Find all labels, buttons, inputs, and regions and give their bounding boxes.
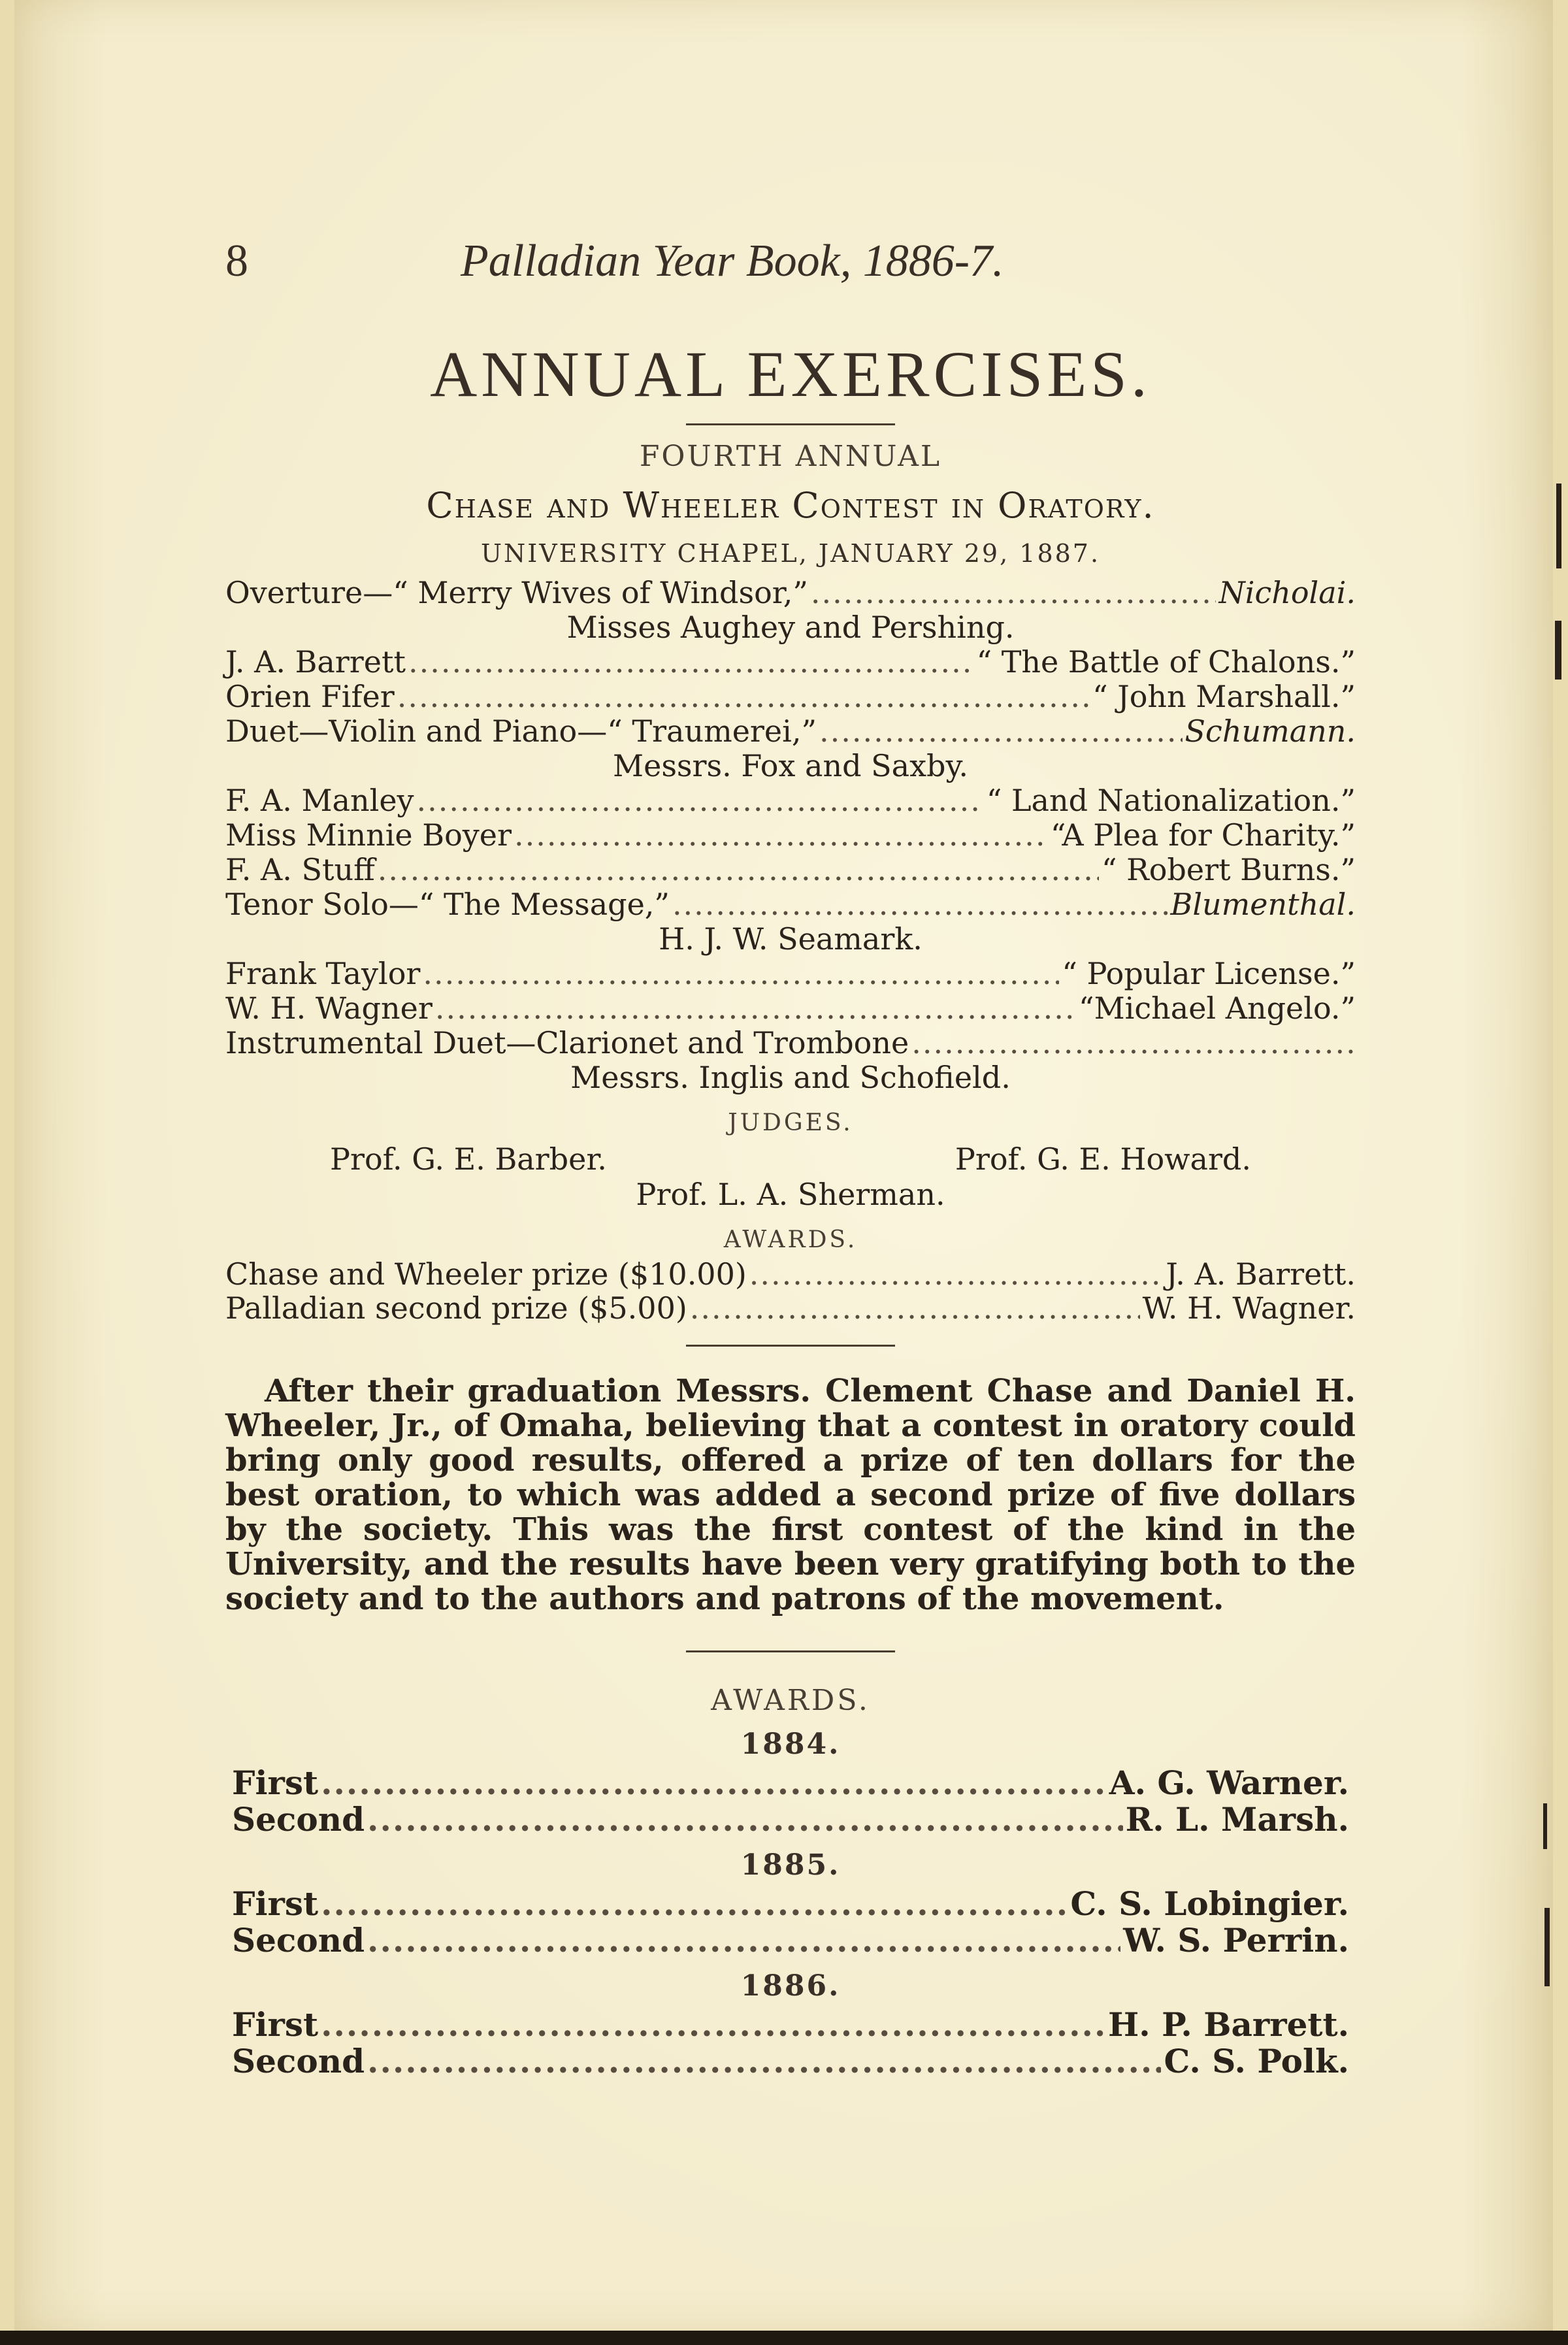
program-row: [225, 783, 1356, 818]
program-item: Tenor Solo—“ The Message,”: [225, 887, 670, 922]
program-row: [225, 853, 1356, 887]
award-year-list: [225, 1765, 1356, 1838]
dot-leader: [321, 1886, 1068, 1922]
program-row: [225, 680, 1356, 714]
award-winner: J. A. Barrett.: [1166, 1256, 1356, 1292]
dot-leader: [367, 1801, 1123, 1838]
program-item: Instrumental Duet—Clarionet and Trombone: [225, 1025, 909, 1060]
divider: [686, 1345, 895, 1347]
program-item: Duet—Violin and Piano—“ Traumerei,”: [225, 713, 817, 749]
program-composer: Blumenthal.: [1170, 887, 1356, 922]
dot-leader: [911, 1026, 1353, 1060]
award-row: [232, 1801, 1349, 1838]
subtitle-contest: Chase and Wheeler Contest in Oratory.: [426, 485, 1155, 526]
program-row: [225, 957, 1356, 991]
award-winner: C. S. Lobingier.: [1070, 1884, 1349, 1923]
page-edge: [0, 2331, 1568, 2345]
program-row: [225, 991, 1356, 1026]
subtitle-venue-date: UNIVERSITY CHAPEL, JANUARY 29, 1887.: [480, 539, 1101, 568]
award-row: [225, 1291, 1356, 1325]
program-oration: “ Robert Burns.”: [1101, 852, 1356, 887]
dot-leader: [408, 645, 974, 680]
program-speaker: J. A. Barrett: [225, 644, 406, 680]
program-row: [225, 887, 1356, 922]
dot-leader: [819, 714, 1183, 749]
award-rank: Second: [232, 2042, 365, 2080]
ink-mark: [1556, 484, 1561, 568]
award-year: 1884.: [740, 1728, 841, 1761]
program-item: Overture—“ Merry Wives of Windsor,”: [225, 575, 808, 610]
award-prize: Chase and Wheeler prize ($10.00): [225, 1256, 747, 1292]
program-speaker: Miss Minnie Boyer: [225, 817, 512, 853]
award-winner: W. H. Wagner.: [1142, 1290, 1356, 1326]
contest-awards-label: AWARDS.: [723, 1226, 858, 1253]
dot-leader: [749, 1257, 1164, 1291]
award-rank: Second: [232, 1800, 365, 1839]
award-year-list: [225, 1886, 1356, 1959]
dot-leader: [811, 576, 1217, 610]
judge-name: Prof. L. A. Sherman.: [636, 1177, 945, 1212]
dot-leader: [367, 2043, 1161, 2080]
program-row: [225, 576, 1356, 610]
award-row: [232, 1922, 1349, 1959]
judges-label: JUDGES.: [728, 1109, 853, 1136]
award-rank: First: [232, 1763, 319, 1802]
program-speaker: W. H. Wagner: [225, 991, 433, 1026]
program-performers: Misses Aughey and Pershing.: [566, 610, 1015, 645]
program-speaker: F. A. Manley: [225, 783, 414, 818]
program-composer: Nicholai.: [1218, 575, 1356, 610]
award-year: 1885.: [740, 1848, 841, 1882]
dot-leader: [672, 887, 1168, 922]
award-winner: W. S. Perrin.: [1123, 1921, 1349, 1960]
dot-leader: [423, 957, 1059, 991]
page-header: [225, 235, 1356, 287]
award-row: [232, 2043, 1349, 2080]
program-row: [225, 714, 1356, 749]
award-winner: A. G. Warner.: [1109, 1763, 1349, 1802]
program-composer: Schumann.: [1184, 713, 1356, 749]
award-rank: Second: [232, 1921, 365, 1960]
program-list: [225, 576, 1356, 1095]
ink-mark: [1543, 1803, 1547, 1849]
judge-name: Prof. G. E. Barber.: [330, 1141, 607, 1177]
contest-awards-list: [225, 1257, 1356, 1325]
award-winner: R. L. Marsh.: [1125, 1800, 1349, 1839]
dot-leader: [417, 783, 984, 818]
award-row: [232, 2007, 1349, 2043]
award-row: [232, 1886, 1349, 1922]
divider: [686, 1650, 895, 1652]
dot-leader: [690, 1291, 1140, 1325]
history-paragraph: After their graduation Messrs. Clement Chase and Daniel H. Wheeler, Jr., of Omaha, believing that a contest in oratory could bring only good results, offered a prize of ten dollars for the best oration, to which was added a second prize of five dollars by the society. This was the first contest of the kind in the University, and the results have been very gratifying both to the society and to the authors and patrons of the movement.: [225, 1373, 1356, 1617]
running-title: Palladian Year Book, 1886-7.: [461, 236, 1004, 286]
program-oration: “Michael Angelo.”: [1079, 991, 1356, 1026]
divider: [686, 423, 895, 425]
program-row: [225, 818, 1356, 853]
program-performers: Messrs. Inglis and Schofield.: [570, 1060, 1011, 1095]
dot-leader: [514, 818, 1048, 853]
program-performers: Messrs. Fox and Saxby.: [613, 748, 968, 783]
dot-leader: [378, 853, 1099, 887]
ink-mark: [1555, 621, 1561, 680]
award-prize: Palladian second prize ($5.00): [225, 1290, 687, 1326]
award-year-list: [225, 2007, 1356, 2080]
program-speaker: Orien Fifer: [225, 679, 395, 714]
program-oration: “ Land Nationalization.”: [986, 783, 1356, 818]
award-rank: First: [232, 1884, 319, 1923]
program-oration: “ Popular License.”: [1062, 956, 1356, 991]
program-row: [225, 645, 1356, 680]
award-winner: H. P. Barrett.: [1108, 2005, 1349, 2044]
program-oration: “ The Battle of Chalons.”: [976, 644, 1356, 680]
page-title: ANNUAL EXERCISES.: [430, 338, 1151, 410]
judge-name: Prof. G. E. Howard.: [955, 1141, 1251, 1177]
dot-leader: [321, 1765, 1107, 1801]
judges-row: [225, 1141, 1356, 1177]
award-winner: C. S. Polk.: [1164, 2042, 1349, 2080]
dot-leader: [367, 1922, 1120, 1959]
award-rank: First: [232, 2005, 319, 2044]
program-speaker: F. A. Stuff: [225, 852, 375, 887]
page-content: [225, 235, 1356, 2080]
judges-list: [225, 1141, 1356, 1212]
program-oration: “ John Marshall.”: [1092, 679, 1356, 714]
award-row: [225, 1257, 1356, 1291]
dot-leader: [435, 991, 1076, 1026]
program-oration: “A Plea for Charity.”: [1050, 817, 1356, 853]
program-speaker: Frank Taylor: [225, 956, 421, 991]
subtitle-fourth-annual: FOURTH ANNUAL: [639, 440, 942, 473]
page-number: 8: [225, 236, 248, 286]
program-row: [225, 1026, 1356, 1060]
dot-leader: [397, 680, 1090, 714]
program-performers: H. J. W. Seamark.: [659, 921, 923, 957]
award-year: 1886.: [740, 1969, 841, 2003]
ink-mark: [1544, 1908, 1550, 1986]
awards-by-year-label: AWARDS.: [711, 1684, 870, 1717]
award-row: [232, 1765, 1349, 1801]
dot-leader: [321, 2007, 1105, 2043]
